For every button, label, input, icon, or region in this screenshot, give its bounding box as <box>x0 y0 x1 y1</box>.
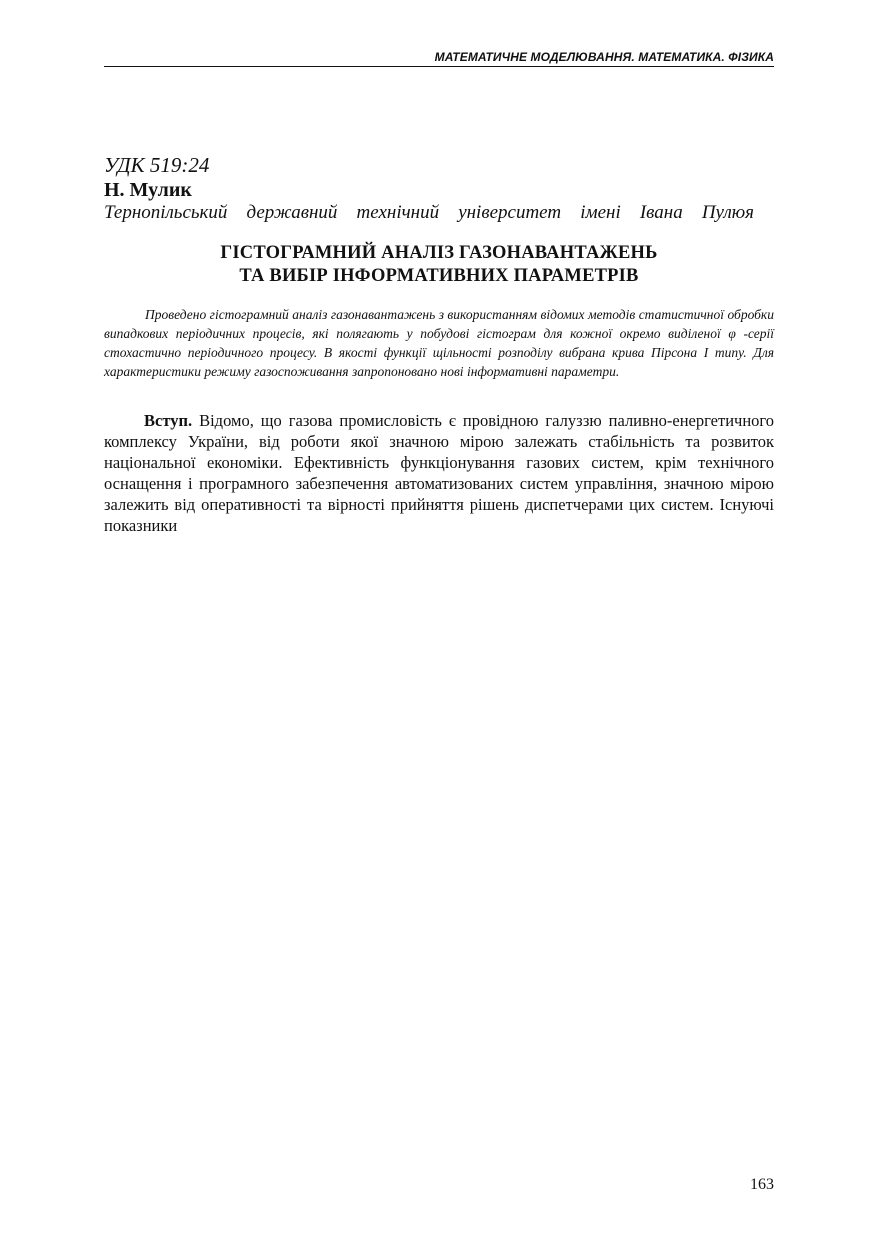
udc-code: УДК 519:24 <box>104 153 210 177</box>
article-title <box>104 242 774 288</box>
page-number: 163 <box>750 1176 774 1193</box>
introduction-paragraph <box>104 410 774 536</box>
running-head: МАТЕМАТИЧНЕ МОДЕЛЮВАННЯ. МАТЕМАТИКА. ФІЗИКА <box>104 50 774 67</box>
author-affiliation: Тернопільський державний технічний університет імені Івана Пулюя <box>104 202 754 223</box>
article-title-line-1: ГІСТОГРАМНИЙ АНАЛІЗ ГАЗОНАВАНТАЖЕНЬ <box>220 243 658 263</box>
introduction-text: Відомо, що газова промисловість є провідною галуззю паливно-енергетичного комплексу України, від роботи якої значною мірою залежать стабільність та розвиток національної економіки. Ефективність функціонування газових систем, крім технічного оснащення і програмного забезпечення автоматизованих систем управління, значною мірою залежить від оперативності та вірності прийняття рішень диспетчерами цих систем. Існуючі показники <box>104 411 775 535</box>
author-name: Н. Мулик <box>104 179 192 201</box>
article-title-line-2: ТА ВИБІР ІНФОРМАТИВНИХ ПАРАМЕТРІВ <box>239 266 639 286</box>
abstract: Проведено гістограмний аналіз газонавантажень з використанням відомих методів статистичної обробки випадкових періодичних процесів, які полягають у побудові гістограм для кожної окремо виділеної φ -серії стохастично періодичного процесу. В якості функції щільності розподілу вибрана крива Пірсона І типу. Для характеристики режиму газоспоживання запропоновано нові інформативні параметри. <box>104 307 774 379</box>
introduction-heading: Вступ. <box>144 411 193 430</box>
